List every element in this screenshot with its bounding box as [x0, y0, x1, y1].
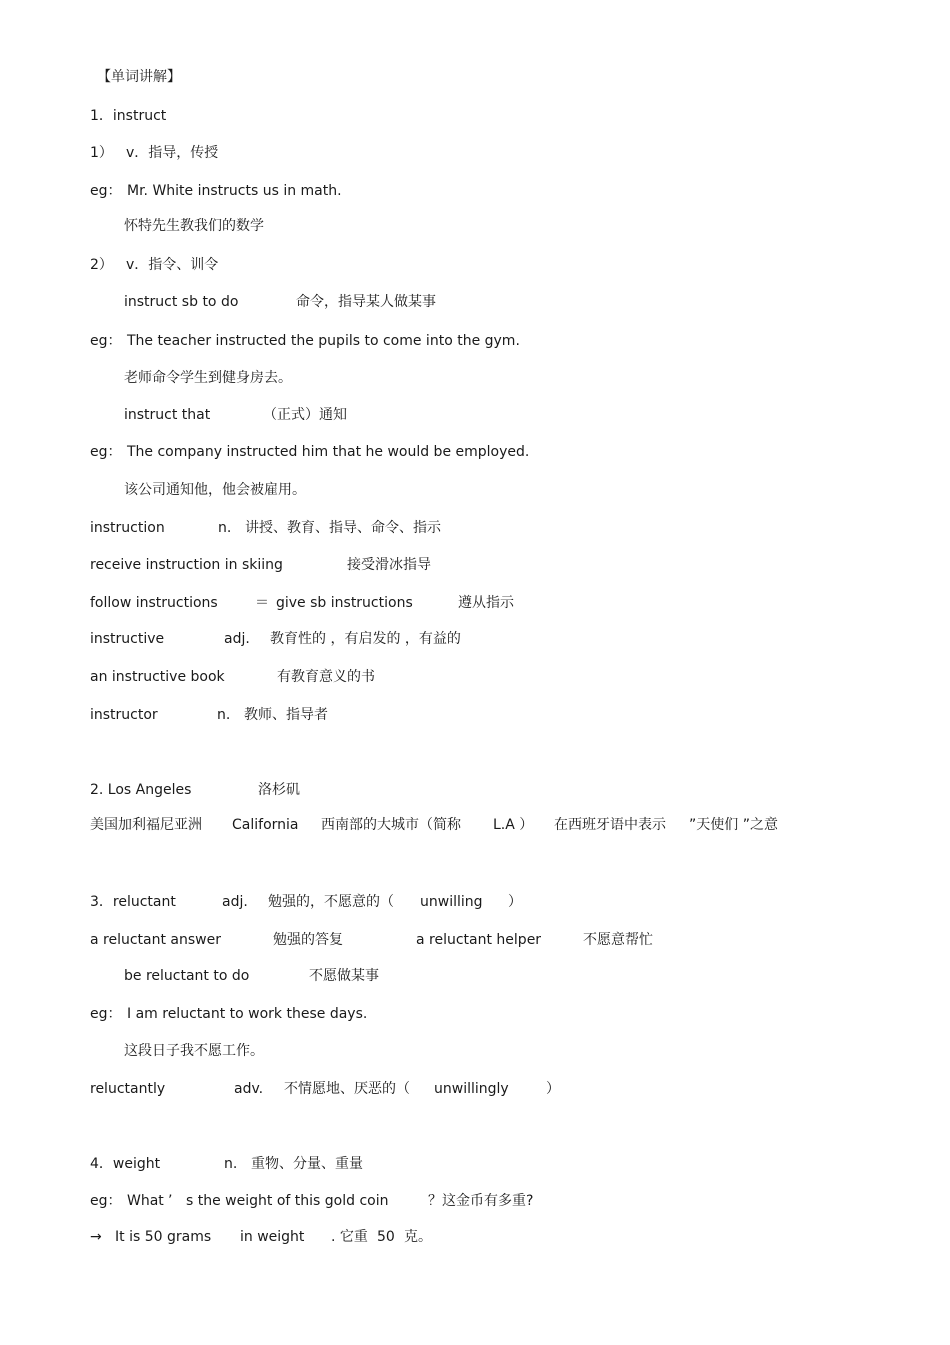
- text-segment: 勉强的，不愿意的（: [268, 894, 394, 910]
- text-segment: v．指导，传授: [126, 145, 219, 161]
- text-segment: 洛杉矶: [258, 782, 300, 798]
- text-segment: ）: [546, 1081, 560, 1097]
- derivative-instruction: [0, 518, 950, 538]
- text-segment: 克。: [404, 1229, 432, 1245]
- text-segment: a reluctant helper: [416, 932, 542, 948]
- text-segment: 老师命令学生到健身房去。: [124, 370, 292, 386]
- sense-1: [0, 143, 950, 163]
- text-segment: 3．reluctant: [90, 894, 176, 910]
- text-segment: The company instructed him that he would be employed.: [127, 444, 530, 460]
- text-segment: 教育性的 ，有启发的 ，有益的: [270, 631, 461, 647]
- text-segment: an instructive book: [90, 669, 225, 685]
- sense-2: [0, 255, 950, 275]
- text-segment: 50: [377, 1229, 395, 1245]
- text-segment: instructor: [90, 707, 158, 723]
- text-segment: in weight: [240, 1229, 305, 1245]
- text-segment: 不愿做某事: [309, 968, 379, 984]
- text-segment: eg：: [90, 333, 122, 349]
- example: [0, 442, 950, 462]
- text-segment: ’: [168, 1193, 173, 1209]
- text-segment: L.A ）: [493, 817, 534, 833]
- text-segment: 1．instruct: [90, 108, 167, 124]
- text-segment: 不愿意帮忙: [583, 932, 653, 948]
- text-segment: eg：: [90, 1006, 122, 1022]
- text-segment: What: [127, 1193, 164, 1209]
- word-heading-weight: [0, 1154, 950, 1174]
- text-segment: reluctantly: [90, 1081, 166, 1097]
- text-segment: （正式）通知: [263, 407, 347, 423]
- text-segment: give sb instructions: [276, 595, 413, 611]
- text-segment: 在西班牙语中表示: [554, 817, 666, 833]
- text-segment: adv.: [234, 1081, 264, 1097]
- phrase-instruct-that: [0, 405, 950, 425]
- text-segment: receive instruction in skiing: [90, 557, 283, 573]
- text-segment: The teacher instructed the pupils to come into the gym.: [127, 333, 520, 349]
- text-segment: California: [232, 817, 299, 833]
- text-segment: ”天使们 ”之意: [689, 817, 778, 833]
- text-segment: 讲授、教育、指导、命令、指示: [245, 520, 441, 536]
- phrase-reluctant: [0, 930, 950, 950]
- text-segment: 【单词讲解】: [97, 69, 181, 85]
- text-segment: follow instructions: [90, 595, 218, 611]
- text-segment: ＝: [255, 595, 269, 611]
- text-segment: instructive: [90, 631, 165, 647]
- phrase-follow-instructions: [0, 593, 950, 613]
- text-segment: s the weight of this gold coin: [186, 1193, 389, 1209]
- translation: [0, 480, 950, 500]
- text-segment: ？这金币有多重?: [428, 1193, 534, 1209]
- text-segment: I am reluctant to work these days.: [127, 1006, 368, 1022]
- text-segment: 教师、指导者: [244, 707, 328, 723]
- text-segment: 1）: [90, 145, 113, 161]
- translation: [0, 216, 950, 236]
- text-segment: →: [90, 1229, 102, 1245]
- text-segment: 西南部的大城市（简称: [321, 817, 461, 833]
- text-segment: unwilling: [420, 894, 483, 910]
- example: [0, 181, 950, 201]
- text-segment: Mr. White instructs us in math.: [127, 183, 342, 199]
- text-segment: 接受滑冰指导: [347, 557, 431, 573]
- text-segment: 命令，指导某人做某事: [296, 294, 436, 310]
- text-segment: eg：: [90, 183, 122, 199]
- text-segment: 勉强的答复: [273, 932, 343, 948]
- derivative-instructor: [0, 705, 950, 725]
- word-heading-los-angeles: [0, 780, 950, 800]
- text-segment: 这段日子我不愿工作。: [124, 1043, 264, 1059]
- example: [0, 1191, 950, 1211]
- translation: [0, 1041, 950, 1061]
- text-segment: n.: [217, 707, 231, 723]
- text-segment: adj.: [222, 894, 248, 910]
- text-segment: unwillingly: [434, 1081, 509, 1097]
- example: [0, 1004, 950, 1024]
- text-segment: n.: [224, 1156, 238, 1172]
- text-segment: 重物、分量、重量: [251, 1156, 363, 1172]
- phrase-be-reluctant: [0, 966, 950, 986]
- phrase-instructive-book: [0, 667, 950, 687]
- word-heading-reluctant: [0, 892, 950, 912]
- example: [0, 331, 950, 351]
- text-segment: 怀特先生教我们的数学: [124, 218, 264, 234]
- text-segment: 2）: [90, 257, 113, 273]
- los-angeles-note: [0, 815, 950, 835]
- text-segment: 不情愿地、厌恶的（: [284, 1081, 410, 1097]
- text-segment: v．指令、训令: [126, 257, 219, 273]
- text-segment: 遵从指示: [458, 595, 514, 611]
- text-segment: 2. Los Angeles: [90, 782, 192, 798]
- text-segment: 4．weight: [90, 1156, 161, 1172]
- text-segment: eg：: [90, 444, 122, 460]
- text-segment: be reluctant to do: [124, 968, 250, 984]
- text-segment: a reluctant answer: [90, 932, 221, 948]
- text-segment: 有教育意义的书: [277, 669, 375, 685]
- phrase-receive-instruction: [0, 555, 950, 575]
- text-segment: adj.: [224, 631, 250, 647]
- text-segment: 美国加利福尼亚洲: [90, 817, 202, 833]
- translation: [0, 368, 950, 388]
- text-segment: instruction: [90, 520, 165, 536]
- text-segment: ）: [508, 894, 522, 910]
- word-heading-instruct: [0, 106, 950, 126]
- text-segment: 该公司通知他，他会被雇用。: [124, 482, 306, 498]
- text-segment: eg：: [90, 1193, 122, 1209]
- text-segment: instruct that: [124, 407, 211, 423]
- text-segment: It is 50 grams: [115, 1229, 212, 1245]
- derivative-reluctantly: [0, 1079, 950, 1099]
- section-heading: [0, 67, 950, 87]
- derivative-instructive: [0, 629, 950, 649]
- text-segment: n.: [218, 520, 232, 536]
- example-answer: [0, 1227, 950, 1247]
- text-segment: instruct sb to do: [124, 294, 239, 310]
- phrase-instruct-sb: [0, 292, 950, 312]
- text-segment: . 它重: [331, 1229, 368, 1245]
